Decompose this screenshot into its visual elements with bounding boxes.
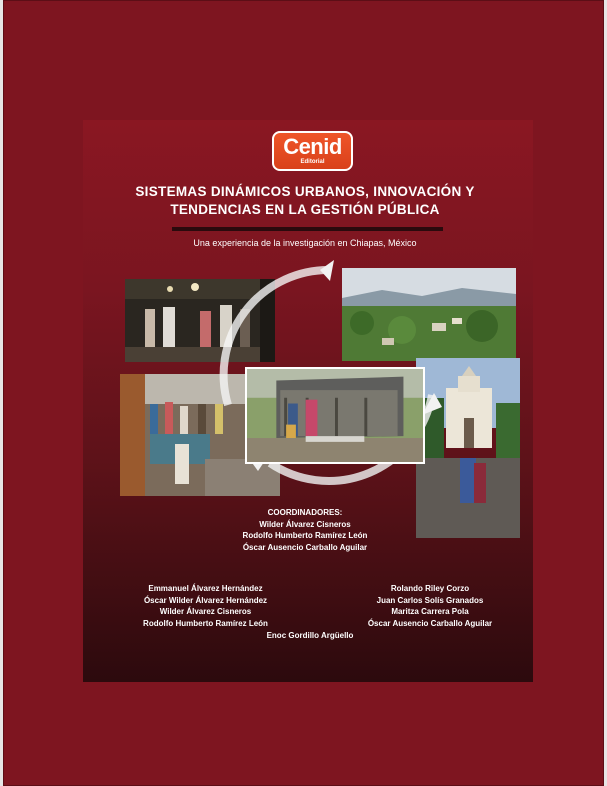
author-name: Juan Carlos Solís Granados	[376, 595, 484, 605]
author-name: Maritza Carrera Pola	[391, 607, 469, 616]
publisher-logo	[272, 131, 353, 171]
coordinator-name: Óscar Ausencio Carballo Aguilar	[242, 542, 368, 552]
author-center-name: Enoc Gordillo Argüello	[266, 631, 354, 640]
author-name: Rodolfo Humberto Ramírez León	[143, 618, 268, 628]
author-name: Wilder Álvarez Cisneros	[159, 607, 252, 616]
coordinators-block	[210, 507, 400, 553]
author-name: Rolando Riley Corzo	[390, 584, 470, 593]
title-line-2: TENDENCIAS EN LA GESTIÓN PÚBLICA	[170, 202, 440, 217]
title-line-1: SISTEMAS DINÁMICOS URBANOS, INNOVACIÓN Y	[135, 184, 475, 199]
authors-left-column	[118, 583, 293, 629]
title-underline	[172, 227, 443, 231]
book-subtitle: Una experiencia de la investigación en Chiapas, México	[193, 238, 417, 248]
book-title	[100, 183, 510, 219]
photo-rural-house	[245, 367, 425, 464]
author-name: Óscar Wilder Álvarez Hernández	[143, 595, 268, 605]
coordinator-name: Rodolfo Humberto Ramírez León	[242, 531, 368, 540]
logo-subtitle: Editorial	[300, 159, 325, 165]
author-name: Emmanuel Álvarez Hernández	[148, 584, 263, 593]
coordinators-heading: COORDINADORES:	[267, 508, 343, 517]
logo-brand: Cenid	[283, 134, 342, 159]
authors-right-column	[345, 583, 515, 629]
author-name: Óscar Ausencio Carballo Aguilar	[367, 618, 493, 628]
coordinator-name: Wilder Álvarez Cisneros	[259, 519, 351, 529]
